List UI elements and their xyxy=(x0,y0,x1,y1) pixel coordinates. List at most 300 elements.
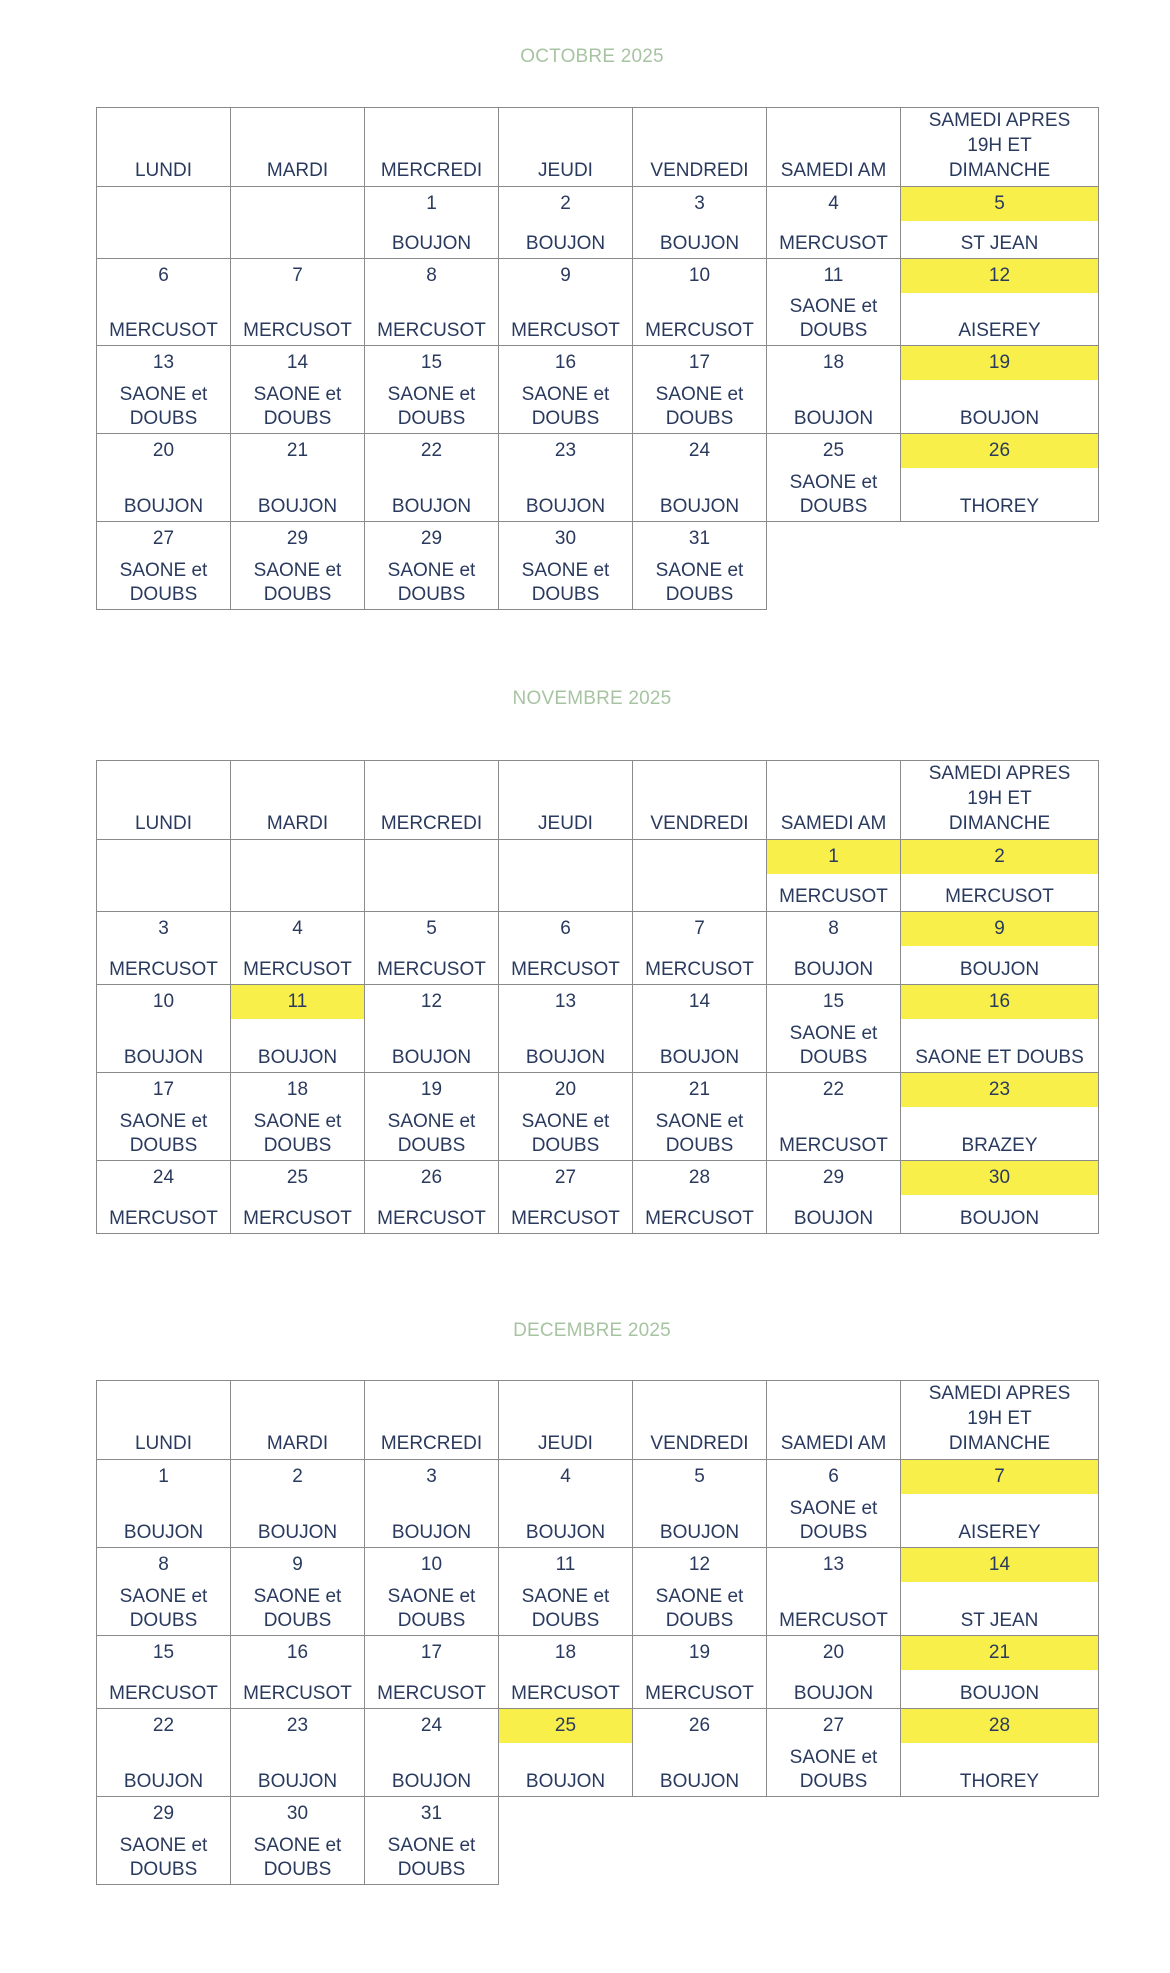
assignment-line: SAONE et xyxy=(119,1835,208,1856)
day-cell xyxy=(901,1636,1099,1709)
day-cell xyxy=(901,1161,1099,1234)
day-number: 29 xyxy=(420,528,443,549)
day-number: 4 xyxy=(828,193,839,214)
day-assignment xyxy=(97,468,230,521)
month-title: DECEMBRE 2025 xyxy=(513,1320,671,1341)
day-number: 26 xyxy=(688,1715,711,1736)
weekday-header-row xyxy=(97,108,1099,187)
assignment-line: MERCUSOT xyxy=(779,233,888,254)
day-assignment xyxy=(767,1670,900,1708)
assignment-line: DOUBS xyxy=(263,1135,332,1156)
day-number: 9 xyxy=(560,265,571,286)
day-number: 13 xyxy=(152,352,175,373)
week-row xyxy=(97,840,1099,912)
day-cell xyxy=(901,346,1099,434)
day-number: 9 xyxy=(292,1554,303,1575)
day-assignment xyxy=(231,1107,364,1160)
assignment-line: SAONE et xyxy=(387,1835,476,1856)
day-assignment xyxy=(633,946,766,984)
day-cell xyxy=(633,187,767,259)
weekday-header-line: DIMANCHE xyxy=(948,813,1051,834)
day-cell xyxy=(633,1073,767,1161)
assignment-line: SAONE et xyxy=(789,1498,878,1519)
outside-cell xyxy=(901,1797,1099,1885)
assignment-line: DOUBS xyxy=(799,496,868,517)
assignment-line: MERCUSOT xyxy=(243,1208,352,1229)
assignment-line: BOUJON xyxy=(525,496,606,517)
day-assignment xyxy=(231,1831,364,1884)
day-number: 15 xyxy=(822,991,845,1012)
day-number: 1 xyxy=(158,1466,169,1487)
assignment-line: SAONE ET DOUBS xyxy=(915,1047,1084,1068)
day-cell xyxy=(901,912,1099,985)
assignment-line: BOUJON xyxy=(525,1047,606,1068)
day-cell xyxy=(499,985,633,1073)
day-cell xyxy=(231,1161,365,1234)
blank-day-cell xyxy=(633,840,767,912)
assignment-line: DOUBS xyxy=(531,584,600,605)
day-cell xyxy=(499,1460,633,1548)
day-cell xyxy=(633,1161,767,1234)
assignment-line: BRAZEY xyxy=(961,1135,1038,1156)
day-number: 7 xyxy=(292,265,303,286)
assignment-line: SAONE et xyxy=(789,296,878,317)
assignment-line: BOUJON xyxy=(257,1771,338,1792)
weekday-header-line: 19H ET xyxy=(967,135,1032,156)
assignment-line: BOUJON xyxy=(659,1047,740,1068)
assignment-line: SAONE et xyxy=(521,1586,610,1607)
assignment-line: BOUJON xyxy=(123,1047,204,1068)
day-assignment xyxy=(499,556,632,609)
day-assignment xyxy=(767,380,900,433)
day-number: 22 xyxy=(152,1715,175,1736)
assignment-line: DOUBS xyxy=(799,1771,868,1792)
day-number: 15 xyxy=(420,352,443,373)
day-cell xyxy=(633,522,767,610)
day-cell xyxy=(97,1161,231,1234)
day-cell xyxy=(97,1548,231,1636)
week-row xyxy=(97,1797,1099,1885)
assignment-line: BOUJON xyxy=(257,1047,338,1068)
day-assignment xyxy=(901,380,1098,433)
assignment-line: DOUBS xyxy=(665,408,734,429)
assignment-line: DOUBS xyxy=(397,408,466,429)
day-assignment xyxy=(767,1743,900,1796)
day-assignment xyxy=(365,1019,498,1072)
day-assignment xyxy=(97,946,230,984)
day-cell xyxy=(767,985,901,1073)
day-number-highlighted: 23 xyxy=(901,1073,1098,1107)
day-number: 21 xyxy=(688,1079,711,1100)
day-number: 10 xyxy=(420,1554,443,1575)
assignment-line: SAONE et xyxy=(253,1835,342,1856)
day-cell xyxy=(633,259,767,346)
assignment-line: ST JEAN xyxy=(960,233,1039,254)
assignment-line: SAONE et xyxy=(387,384,476,405)
assignment-line: MERCUSOT xyxy=(109,1208,218,1229)
day-assignment xyxy=(365,293,498,345)
day-number: 14 xyxy=(286,352,309,373)
day-number-highlighted: 12 xyxy=(901,259,1098,293)
day-number: 4 xyxy=(560,1466,571,1487)
day-assignment xyxy=(633,556,766,609)
assignment-line: SAONE et xyxy=(655,384,744,405)
weekday-header xyxy=(231,761,365,840)
day-number: 12 xyxy=(688,1554,711,1575)
blank-day-cell xyxy=(365,840,499,912)
day-number-highlighted: 14 xyxy=(901,1548,1098,1582)
day-cell xyxy=(231,522,365,610)
assignment-line: DOUBS xyxy=(665,1135,734,1156)
day-cell xyxy=(97,522,231,610)
day-assignment xyxy=(365,1494,498,1547)
week-row xyxy=(97,912,1099,985)
day-cell xyxy=(499,434,633,522)
weekday-header-line: 19H ET xyxy=(967,788,1032,809)
day-cell xyxy=(231,1073,365,1161)
day-assignment xyxy=(97,1195,230,1233)
assignment-line: SAONE et xyxy=(387,1586,476,1607)
assignment-line: MERCUSOT xyxy=(645,1683,754,1704)
weekday-header xyxy=(365,108,499,187)
day-cell xyxy=(231,434,365,522)
assignment-line: BOUJON xyxy=(257,1522,338,1543)
day-cell xyxy=(365,522,499,610)
week-row xyxy=(97,985,1099,1073)
weekday-header-label: JEUDI xyxy=(538,1433,593,1454)
assignment-line: ST JEAN xyxy=(960,1610,1039,1631)
day-number: 28 xyxy=(688,1167,711,1188)
day-assignment xyxy=(365,468,498,521)
assignment-line: DOUBS xyxy=(665,1610,734,1631)
day-assignment xyxy=(901,221,1098,258)
day-assignment xyxy=(231,468,364,521)
day-assignment xyxy=(901,874,1098,911)
day-cell xyxy=(767,912,901,985)
assignment-line: DOUBS xyxy=(397,1859,466,1880)
day-assignment xyxy=(231,1195,364,1233)
weekday-header xyxy=(231,1381,365,1460)
day-assignment xyxy=(499,1582,632,1635)
day-cell xyxy=(633,434,767,522)
day-number: 26 xyxy=(420,1167,443,1188)
assignment-line: SAONE et xyxy=(253,1586,342,1607)
day-cell xyxy=(767,1709,901,1797)
assignment-line: BOUJON xyxy=(123,496,204,517)
day-assignment xyxy=(97,556,230,609)
weekday-header-label: VENDREDI xyxy=(650,1433,749,1454)
assignment-line: BOUJON xyxy=(391,1047,472,1068)
day-number: 2 xyxy=(292,1466,303,1487)
weekday-header-label: VENDREDI xyxy=(650,813,749,834)
weekday-header xyxy=(767,761,901,840)
day-number: 8 xyxy=(158,1554,169,1575)
day-cell xyxy=(901,187,1099,259)
day-number: 20 xyxy=(822,1642,845,1663)
day-cell xyxy=(365,912,499,985)
assignment-line: AISEREY xyxy=(958,320,1041,341)
assignment-line: BOUJON xyxy=(793,1683,874,1704)
day-assignment xyxy=(499,1195,632,1233)
assignment-line: MERCUSOT xyxy=(377,320,486,341)
day-assignment xyxy=(767,293,900,345)
weekday-header-label: MERCREDI xyxy=(380,813,483,834)
day-assignment xyxy=(499,221,632,258)
assignment-line: BOUJON xyxy=(959,1683,1040,1704)
day-number: 3 xyxy=(426,1466,437,1487)
day-number: 31 xyxy=(688,528,711,549)
day-number-highlighted: 9 xyxy=(901,912,1098,946)
month-calendar-table xyxy=(96,107,1099,610)
day-assignment xyxy=(767,1195,900,1233)
day-assignment xyxy=(97,293,230,345)
day-cell xyxy=(365,1161,499,1234)
day-assignment xyxy=(499,1670,632,1708)
month-title: OCTOBRE 2025 xyxy=(520,46,664,67)
assignment-line: BOUJON xyxy=(525,1771,606,1792)
weekday-header xyxy=(499,1381,633,1460)
day-assignment xyxy=(231,1494,364,1547)
assignment-line: MERCUSOT xyxy=(511,1208,620,1229)
week-row xyxy=(97,522,1099,610)
day-cell xyxy=(633,1709,767,1797)
assignment-line: DOUBS xyxy=(263,1610,332,1631)
day-assignment xyxy=(97,380,230,433)
assignment-line: DOUBS xyxy=(263,408,332,429)
day-number: 20 xyxy=(554,1079,577,1100)
week-row xyxy=(97,434,1099,522)
assignment-line: BOUJON xyxy=(659,1771,740,1792)
day-cell xyxy=(633,1548,767,1636)
weekday-header xyxy=(901,761,1099,840)
day-cell xyxy=(499,1548,633,1636)
day-cell xyxy=(97,1797,231,1885)
weekday-header-line: DIMANCHE xyxy=(948,1433,1051,1454)
day-assignment xyxy=(499,293,632,345)
day-cell xyxy=(633,1460,767,1548)
assignment-line: BOUJON xyxy=(959,1208,1040,1229)
day-number-highlighted: 26 xyxy=(901,434,1098,468)
weekday-header xyxy=(633,1381,767,1460)
day-number: 19 xyxy=(688,1642,711,1663)
day-assignment xyxy=(365,946,498,984)
assignment-line: BOUJON xyxy=(793,1208,874,1229)
week-row xyxy=(97,1636,1099,1709)
assignment-line: BOUJON xyxy=(123,1522,204,1543)
blank-day-cell xyxy=(231,840,365,912)
day-cell xyxy=(231,346,365,434)
assignment-line: MERCUSOT xyxy=(645,1208,754,1229)
assignment-line: SAONE et xyxy=(253,1111,342,1132)
weekday-header-label: MARDI xyxy=(266,1433,329,1454)
day-cell xyxy=(633,985,767,1073)
assignment-line: BOUJON xyxy=(659,496,740,517)
day-cell xyxy=(231,1709,365,1797)
weekday-header xyxy=(97,108,231,187)
day-cell xyxy=(499,346,633,434)
day-cell xyxy=(499,187,633,259)
day-number: 11 xyxy=(555,1554,576,1575)
day-cell xyxy=(97,1073,231,1161)
day-assignment xyxy=(767,1107,900,1160)
day-cell xyxy=(499,912,633,985)
assignment-line: THOREY xyxy=(959,496,1040,517)
day-assignment xyxy=(767,1582,900,1635)
day-number: 20 xyxy=(152,440,175,461)
day-number: 6 xyxy=(828,1466,839,1487)
day-number: 27 xyxy=(152,528,175,549)
weekday-header xyxy=(97,761,231,840)
day-cell xyxy=(499,1073,633,1161)
day-assignment xyxy=(633,1494,766,1547)
day-cell xyxy=(499,1636,633,1709)
assignment-line: MERCUSOT xyxy=(511,1683,620,1704)
weekday-header xyxy=(901,108,1099,187)
assignment-line: MERCUSOT xyxy=(109,959,218,980)
assignment-line: BOUJON xyxy=(123,1771,204,1792)
assignment-line: SAONE et xyxy=(387,560,476,581)
day-cell xyxy=(365,1636,499,1709)
day-cell xyxy=(901,259,1099,346)
day-cell xyxy=(901,1073,1099,1161)
day-number-highlighted: 28 xyxy=(901,1709,1098,1743)
weekday-header-line: 19H ET xyxy=(967,1408,1032,1429)
day-assignment xyxy=(901,1494,1098,1547)
weekday-header-line: SAMEDI APRES xyxy=(928,763,1071,784)
weekday-header-label: MARDI xyxy=(266,813,329,834)
assignment-line: MERCUSOT xyxy=(243,959,352,980)
weekday-header xyxy=(231,108,365,187)
day-number-highlighted: 7 xyxy=(901,1460,1098,1494)
day-cell xyxy=(499,259,633,346)
day-number: 5 xyxy=(426,918,437,939)
day-assignment xyxy=(365,1107,498,1160)
assignment-line: SAONE et xyxy=(521,1111,610,1132)
weekday-header xyxy=(499,108,633,187)
assignment-line: THOREY xyxy=(959,1771,1040,1792)
day-cell xyxy=(97,1709,231,1797)
day-assignment xyxy=(633,1670,766,1708)
day-number: 22 xyxy=(822,1079,845,1100)
day-number: 24 xyxy=(152,1167,175,1188)
day-assignment xyxy=(901,468,1098,521)
day-assignment xyxy=(633,1582,766,1635)
weekday-header-row xyxy=(97,1381,1099,1460)
weekday-header xyxy=(767,108,901,187)
day-number: 5 xyxy=(694,1466,705,1487)
assignment-line: SAONE et xyxy=(119,384,208,405)
weekday-header-label: SAMEDI AM xyxy=(780,813,887,834)
day-assignment xyxy=(231,556,364,609)
weekday-header-line: SAMEDI APRES xyxy=(928,1383,1071,1404)
day-number: 6 xyxy=(560,918,571,939)
day-number: 22 xyxy=(420,440,443,461)
assignment-line: BOUJON xyxy=(391,496,472,517)
assignment-line: MERCUSOT xyxy=(945,886,1054,907)
weekday-header-label: JEUDI xyxy=(538,160,593,181)
day-number: 18 xyxy=(822,352,845,373)
assignment-line: MERCUSOT xyxy=(109,320,218,341)
day-number: 2 xyxy=(560,193,571,214)
day-number-highlighted: 19 xyxy=(901,346,1098,380)
day-number-highlighted: 2 xyxy=(901,840,1098,874)
day-assignment xyxy=(97,1107,230,1160)
day-assignment xyxy=(633,293,766,345)
day-cell xyxy=(97,1636,231,1709)
assignment-line: DOUBS xyxy=(397,1610,466,1631)
week-row xyxy=(97,1460,1099,1548)
day-cell xyxy=(231,1636,365,1709)
day-assignment xyxy=(97,1582,230,1635)
assignment-line: DOUBS xyxy=(129,584,198,605)
day-assignment xyxy=(231,1670,364,1708)
day-assignment xyxy=(767,221,900,258)
assignment-line: DOUBS xyxy=(799,320,868,341)
day-assignment xyxy=(499,946,632,984)
day-assignment xyxy=(633,468,766,521)
day-cell xyxy=(365,1073,499,1161)
weekday-header-label: SAMEDI AM xyxy=(780,1433,887,1454)
blank-day-cell xyxy=(97,187,231,259)
day-number: 1 xyxy=(426,193,437,214)
day-number-highlighted: 25 xyxy=(499,1709,632,1743)
day-cell xyxy=(231,912,365,985)
assignment-line: BOUJON xyxy=(793,959,874,980)
month-calendar-table xyxy=(96,1380,1099,1885)
day-number: 13 xyxy=(822,1554,845,1575)
day-cell xyxy=(767,259,901,346)
weekday-header-label: JEUDI xyxy=(538,813,593,834)
assignment-line: SAONE et xyxy=(789,1747,878,1768)
assignment-line: AISEREY xyxy=(958,1522,1041,1543)
day-number: 27 xyxy=(554,1167,577,1188)
assignment-line: SAONE et xyxy=(387,1111,476,1132)
day-cell xyxy=(97,434,231,522)
assignment-line: MERCUSOT xyxy=(645,959,754,980)
day-cell xyxy=(767,1161,901,1234)
day-assignment xyxy=(365,221,498,258)
blank-day-cell xyxy=(97,840,231,912)
weekday-header xyxy=(365,1381,499,1460)
day-assignment xyxy=(97,1831,230,1884)
assignment-line: DOUBS xyxy=(129,1859,198,1880)
day-assignment xyxy=(767,1494,900,1547)
assignment-line: BOUJON xyxy=(391,1522,472,1543)
weekday-header xyxy=(767,1381,901,1460)
weekday-header xyxy=(633,108,767,187)
day-assignment xyxy=(499,1494,632,1547)
day-cell xyxy=(231,1460,365,1548)
day-assignment xyxy=(499,380,632,433)
week-row xyxy=(97,1709,1099,1797)
assignment-line: DOUBS xyxy=(531,408,600,429)
day-number: 14 xyxy=(688,991,711,1012)
assignment-line: DOUBS xyxy=(397,1135,466,1156)
day-cell xyxy=(365,187,499,259)
assignment-line: MERCUSOT xyxy=(645,320,754,341)
day-number: 18 xyxy=(554,1642,577,1663)
day-assignment xyxy=(97,1019,230,1072)
day-number: 23 xyxy=(554,440,577,461)
day-assignment xyxy=(633,1019,766,1072)
day-cell xyxy=(901,1709,1099,1797)
day-number: 17 xyxy=(152,1079,175,1100)
day-number: 21 xyxy=(286,440,309,461)
day-assignment xyxy=(633,1107,766,1160)
day-number: 10 xyxy=(688,265,711,286)
day-cell xyxy=(365,1460,499,1548)
outside-cell xyxy=(901,522,1099,610)
